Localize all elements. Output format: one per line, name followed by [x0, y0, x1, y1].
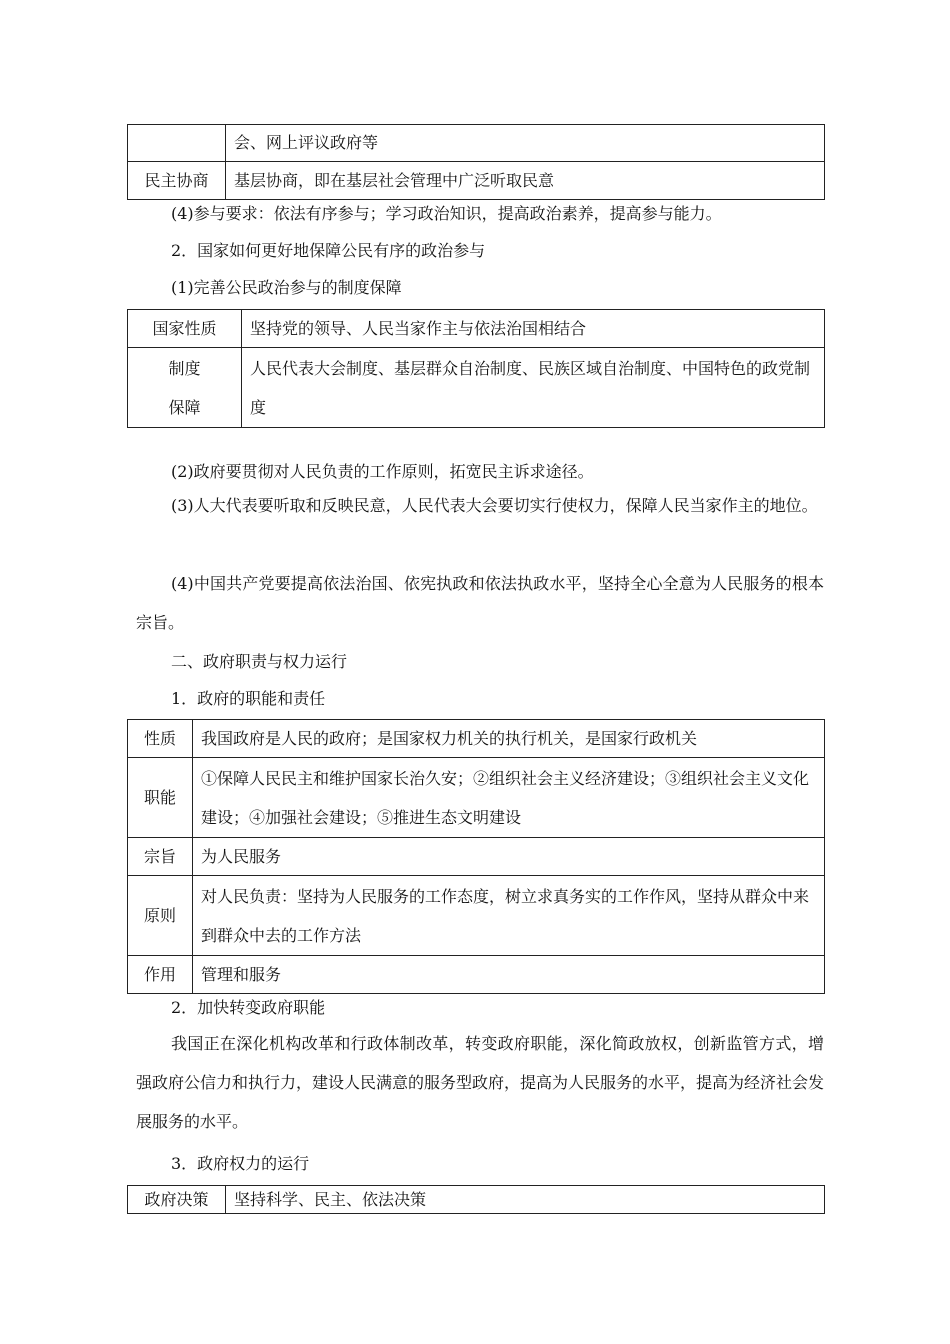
- subheading-institutional-guarantee: (1)完善公民政治参与的制度保障: [171, 278, 402, 297]
- paragraph-participation-requirements: (4)参与要求：依法有序参与；学习政治知识，提高政治素养，提高参与能力。: [171, 204, 722, 223]
- table-content-cell: 为人民服务: [193, 838, 825, 876]
- table-head-cell: 国家性质: [128, 310, 242, 348]
- table-head-cell: 原则: [128, 876, 193, 956]
- decision-table: [127, 1185, 825, 1214]
- table-row: [128, 758, 825, 838]
- table-content-cell: ①保障人民民主和维护国家长治久安；②组织社会主义经济建设；③组织社会主义文化建设；④加强社会建设；⑤推进生态文明建设: [193, 758, 825, 838]
- table-head-cell: 作用: [128, 956, 193, 994]
- table-head-cell: [128, 348, 242, 428]
- table-content-cell: 对人民负责：坚持为人民服务的工作态度，树立求真务实的工作作风，坚持从群众中来到群众中去的工作方法: [193, 876, 825, 956]
- table-row: [128, 162, 825, 200]
- table-content-cell: 人民代表大会制度、基层群众自治制度、民族区域自治制度、中国特色的政党制度: [242, 348, 825, 428]
- table-head-cell: 性质: [128, 720, 193, 758]
- paragraph-npc-representatives: (3)人大代表要听取和反映民意，人民代表大会要切实行使权力，保障人民当家作主的地位。: [171, 496, 818, 515]
- table-content-cell: 坚持党的领导、人民当家作主与依法治国相结合: [242, 310, 825, 348]
- table-head-cell: 民主协商: [128, 162, 226, 200]
- subheading-power-operation: 3．政府权力的运行: [171, 1154, 310, 1173]
- participation-table: [127, 124, 825, 200]
- table-row: [128, 956, 825, 994]
- head-line: 保障: [168, 397, 201, 417]
- table-head-cell: 宗旨: [128, 838, 193, 876]
- head-line: 制度: [168, 358, 201, 378]
- subheading-gov-functions: 1．政府的职能和责任: [171, 689, 326, 708]
- gov-functions-table: [127, 719, 825, 994]
- paragraph-transform-functions: 我国正在深化机构改革和行政体制改革，转变政府职能，深化简政放权，创新监管方式，增强政府公信力和执行力，建设人民满意的服务型政府，提高为人民服务的水平，提高为经济社会发展服务的水平。: [136, 1034, 825, 1131]
- table-row: [128, 876, 825, 956]
- table-content-cell: 基层协商，即在基层社会管理中广泛听取民意: [226, 162, 825, 200]
- table-head-cell: [128, 125, 226, 162]
- table-row: [128, 838, 825, 876]
- table-row: [128, 720, 825, 758]
- paragraph-gov-principle: (2)政府要贯彻对人民负责的工作原则，拓宽民主诉求途径。: [171, 462, 594, 481]
- table-content-cell: 管理和服务: [193, 956, 825, 994]
- section-heading-government: 二、政府职责与权力运行: [171, 652, 348, 671]
- table-head-cell: 政府决策: [128, 1186, 226, 1214]
- table-row: [128, 125, 825, 162]
- institution-table: [127, 309, 825, 428]
- table-content-cell: 我国政府是人民的政府；是国家权力机关的执行机关，是国家行政机关: [193, 720, 825, 758]
- table-head-cell: 职能: [128, 758, 193, 838]
- table-content-cell: 会、网上评议政府等: [226, 125, 825, 162]
- table-row: [128, 310, 825, 348]
- subheading-transform-functions: 2．加快转变政府职能: [171, 998, 326, 1017]
- table-row: [128, 1186, 825, 1214]
- table-content-cell: 坚持科学、民主、依法决策: [226, 1186, 825, 1214]
- subheading-guarantee: 2．国家如何更好地保障公民有序的政治参与: [171, 241, 486, 260]
- table-row: [128, 348, 825, 428]
- paragraph-party-governance: (4)中国共产党要提高依法治国、依宪执政和依法执政水平，坚持全心全意为人民服务的根本宗旨。: [136, 574, 824, 632]
